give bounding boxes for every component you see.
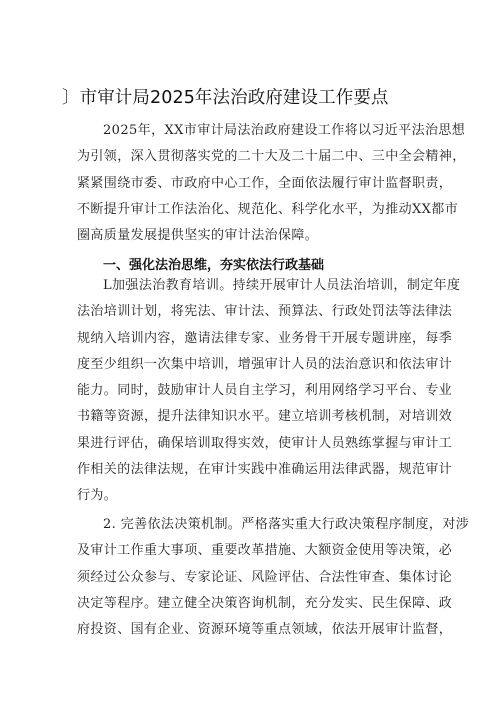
paragraph-line: 法治培训计划，将宪法、审计法、预算法、行政处罚法等法律法 (77, 304, 453, 320)
paragraph-line: 决定等程序。建立健全决策咨询机制，充分发实、民生保障、政 (77, 595, 453, 611)
paragraph-line: 作相关的法律法规，在审计实践中准确运用法律武器，规范审计 (77, 462, 453, 478)
intro-paragraph (77, 118, 466, 249)
paragraph-line: 书籍等资源，提升法律知识水平。建立培训考核机制，对培训效 (77, 409, 453, 425)
paragraph-line: L加强法治教育培训。持续开展审计人员法治培训，制定年度 (103, 278, 461, 293)
item2-paragraph (77, 512, 470, 643)
paragraph-line: 不断提升审计工作法治化、规范化、科学化水平，为推动XX都市 (77, 201, 459, 217)
paragraph-line: 度至少组织一次集中培训，增强审计人员的法治意识和依法审计 (77, 356, 453, 372)
paragraph-line: 紧紧围绕市委、市政府中心工作，全面依法履行审计监督职责， (77, 175, 453, 191)
document-title: 〕市审计局2025年法治政府建设工作要点 (62, 88, 389, 108)
paragraph-line: 2025年，XX市审计局法治政府建设工作将以习近平法治思想 (103, 123, 466, 138)
paragraph-line: 果进行评估，确保培训取得实效，使审计人员熟练掌握与审计工 (77, 435, 453, 451)
paragraph-line: 能力。同时，鼓励审计人员自主学习，利用网络学习平台、专业 (77, 383, 453, 399)
paragraph-line: 府投资、国有企业、资源环境等重点领域，依法开展审计监督， (77, 622, 453, 638)
item1-paragraph (77, 273, 461, 510)
paragraph-line: 圈高质量发展提供坚实的审计法治保障。 (77, 228, 319, 244)
paragraph-line: 为引领，深入贯彻落实党的二十大及二十届二中、三中全会精神， (77, 149, 466, 165)
paragraph-line: 2. 完善依法决策机制。严格落实重大行政决策程序制度，对涉 (103, 517, 470, 532)
paragraph-line: 及审计工作重大事项、重要改革措施、大额资金使用等决策，必 (77, 543, 453, 559)
paragraph-line: 规纳入培训内容，邀请法律专家、业务骨干开展专题讲座，每季 (77, 330, 453, 346)
section-heading: 一、强化法治思维，夯实依法行政基础 (103, 258, 325, 273)
paragraph-line: 须经过公众参与、专家论证、风险评估、合法性审查、集体讨论 (77, 569, 453, 585)
paragraph-line: 行为。 (77, 488, 118, 504)
